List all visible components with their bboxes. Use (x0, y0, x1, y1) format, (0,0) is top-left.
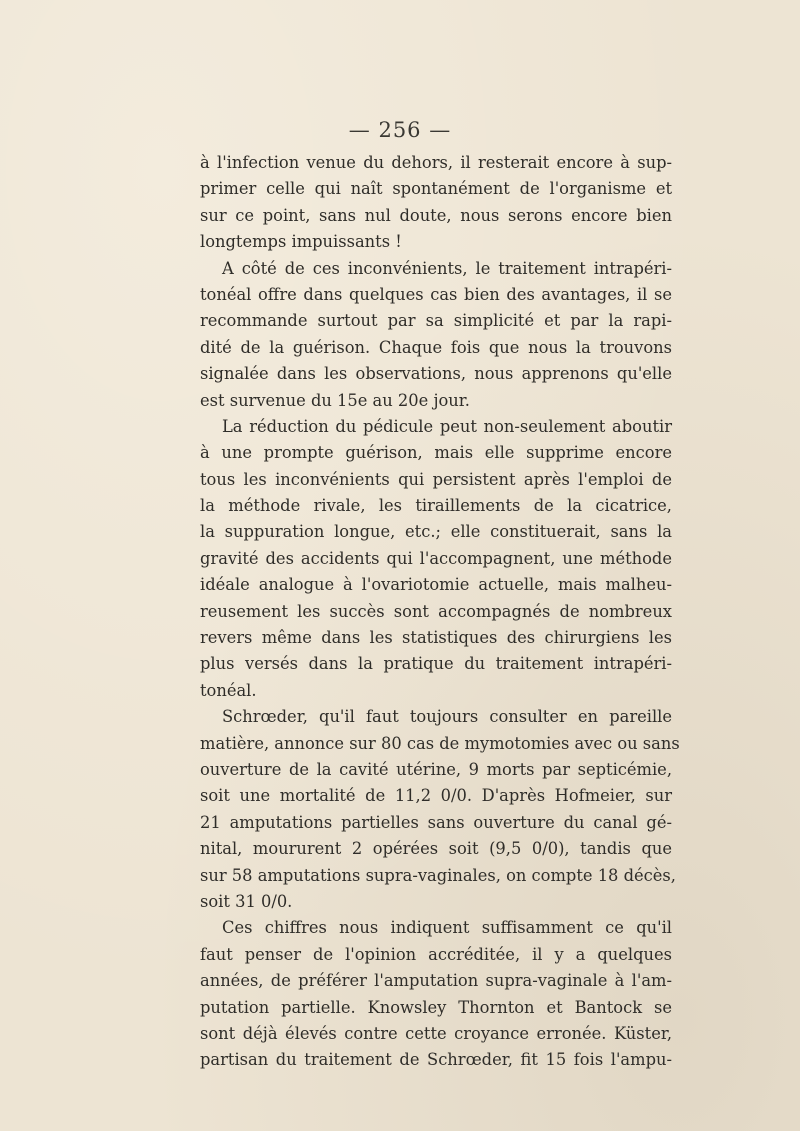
text-line: sur ce point, sans nul doute, nous serons encore bien (200, 205, 672, 225)
text-line: reusement les succès sont accompagnés de nombreux (200, 601, 672, 621)
text-line: est survenue du 15e au 20e jour. (200, 390, 470, 410)
text-line: putation partielle. Knowsley Thornton et Bantock se (200, 997, 672, 1017)
text-line: sur 58 amputations supra-vaginales, on compte 18 décès, (200, 865, 676, 885)
text-line: soit 31 0/0. (200, 891, 293, 911)
text-line: gravité des accidents qui l'accompagnent, une méthode (200, 548, 672, 568)
text-line: longtemps impuissants ! (200, 232, 402, 252)
text-line: idéale analogue à l'ovariotomie actuelle, mais malheu- (200, 575, 672, 595)
text-line: A côté de ces inconvénients, le traitement intrapéri- (222, 258, 672, 278)
paragraph (200, 150, 672, 256)
text-line: dité de la guérison. Chaque fois que nous la trouvons (200, 337, 672, 357)
text-line: la méthode rivale, les tiraillements de la cicatrice, (200, 496, 672, 516)
text-line: signalée dans les observations, nous apprenons qu'elle (200, 364, 672, 384)
text-line: La réduction du pédicule peut non-seulement aboutir (222, 416, 672, 436)
paragraph (200, 915, 672, 1073)
text-line: 21 amputations partielles sans ouverture du canal gé- (200, 812, 672, 832)
text-line: sont déjà élevés contre cette croyance erronée. Küster, (200, 1023, 672, 1043)
text-line: années, de préférer l'amputation supra-vaginale à l'am- (200, 971, 672, 991)
text-line: tonéal offre dans quelques cas bien des avantages, il se (200, 284, 672, 304)
text-line: à une prompte guérison, mais elle supprime encore (200, 443, 672, 463)
text-line: revers même dans les statistiques des chirurgiens les (200, 628, 672, 648)
text-line: primer celle qui naît spontanément de l'organisme et (200, 179, 672, 199)
text-line: la suppuration longue, etc.; elle constituerait, sans la (200, 522, 672, 542)
text-line: plus versés dans la pratique du traitement intrapéri- (200, 654, 672, 674)
text-line: partisan du traitement de Schrœder, fit 15 fois l'ampu- (200, 1050, 672, 1070)
text-line: à l'infection venue du dehors, il resterait encore à sup- (200, 153, 672, 172)
paragraph (200, 414, 672, 704)
text-line: matière, annonce sur 80 cas de mymotomies avec ou sans (200, 733, 680, 753)
page-number: — 256 — (348, 118, 452, 142)
paragraph (200, 256, 672, 414)
paragraph (200, 704, 680, 915)
text-line: ouverture de la cavité utérine, 9 morts par septicémie, (200, 759, 672, 779)
text-line: recommande surtout par sa simplicité et par la rapi- (200, 311, 672, 331)
text-line: nital, moururent 2 opérées soit (9,5 0/0), tandis que (200, 839, 672, 859)
text-line: tous les inconvénients qui persistent après l'emploi de (200, 469, 672, 489)
text-line: tonéal. (200, 680, 257, 700)
body-text (200, 150, 680, 1074)
text-line: Schrœder, qu'il faut toujours consulter en pareille (222, 707, 672, 727)
text-line: Ces chiffres nous indiquent suffisamment ce qu'il (222, 918, 672, 938)
text-line: soit une mortalité de 11,2 0/0. D'après Hofmeier, sur (200, 786, 672, 806)
text-line: faut penser de l'opinion accréditée, il y a quelques (200, 944, 672, 964)
